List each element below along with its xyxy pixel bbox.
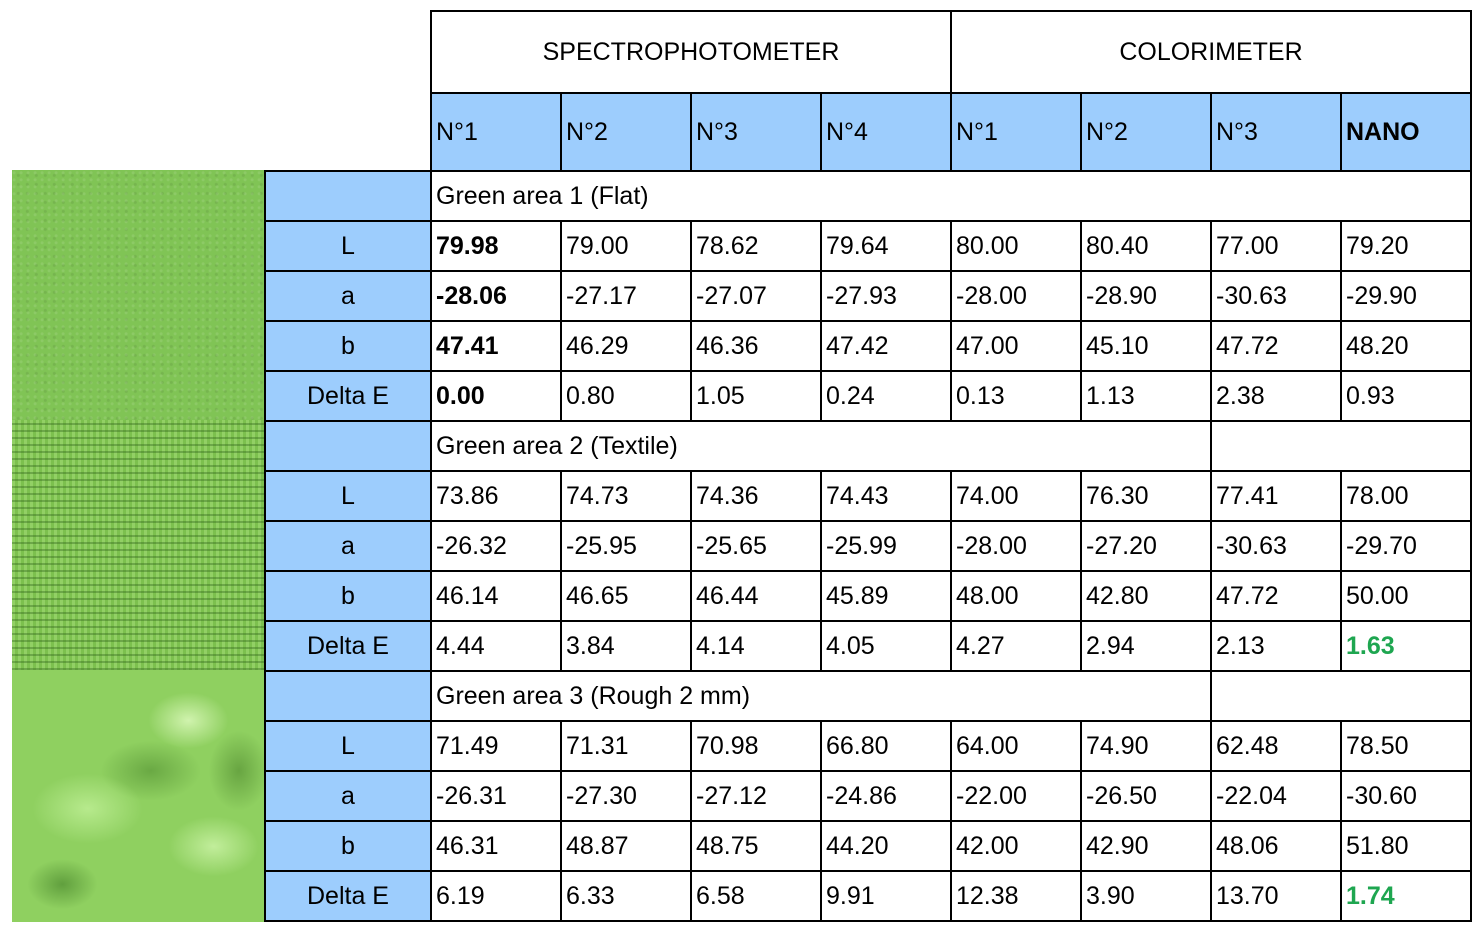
table-cell: 1.63	[1341, 621, 1471, 671]
table-cell: 1.74	[1341, 871, 1471, 921]
table-cell: 46.14	[431, 571, 561, 621]
color-measurement-table	[264, 10, 1472, 922]
table-cell: 48.00	[951, 571, 1081, 621]
row-label: L	[265, 471, 431, 521]
col-header-spectro-n3: N°3	[691, 93, 821, 171]
colorimeter-header: COLORIMETER	[951, 11, 1471, 93]
row-label: L	[265, 221, 431, 271]
table-cell: 46.44	[691, 571, 821, 621]
group-header-row	[265, 11, 1471, 93]
col-header-color-n3: N°3	[1211, 93, 1341, 171]
table-cell: 79.98	[431, 221, 561, 271]
row-label: a	[265, 521, 431, 571]
table-cell: 78.00	[1341, 471, 1471, 521]
table-cell: -22.00	[951, 771, 1081, 821]
table-cell: 79.64	[821, 221, 951, 271]
section-title: Green area 2 (Textile)	[431, 421, 1211, 471]
flat-green-swatch	[12, 170, 264, 420]
table-cell: -25.65	[691, 521, 821, 571]
row-label: Delta E	[265, 871, 431, 921]
table-cell: -27.12	[691, 771, 821, 821]
table-cell: 78.50	[1341, 721, 1471, 771]
rough-green-swatch	[12, 670, 264, 922]
section-title: Green area 1 (Flat)	[431, 171, 1471, 221]
table-cell: -28.00	[951, 521, 1081, 571]
section-title-row	[265, 671, 1471, 721]
table-cell: 48.06	[1211, 821, 1341, 871]
table-row	[265, 521, 1471, 571]
table-cell: -26.32	[431, 521, 561, 571]
section-title: Green area 3 (Rough 2 mm)	[431, 671, 1211, 721]
table-cell: -30.60	[1341, 771, 1471, 821]
table-cell: 46.65	[561, 571, 691, 621]
section-label-blank	[265, 421, 431, 471]
table-cell: 44.20	[821, 821, 951, 871]
section-label-blank	[265, 671, 431, 721]
col-header-color-n1: N°1	[951, 93, 1081, 171]
table-cell: 4.27	[951, 621, 1081, 671]
table-row	[265, 871, 1471, 921]
table-cell: -25.95	[561, 521, 691, 571]
table-cell: 42.00	[951, 821, 1081, 871]
table-row	[265, 471, 1471, 521]
row-label: b	[265, 571, 431, 621]
table-cell: 79.00	[561, 221, 691, 271]
table-cell: 4.05	[821, 621, 951, 671]
table-cell: -26.31	[431, 771, 561, 821]
table-cell: 74.90	[1081, 721, 1211, 771]
table-cell: 80.40	[1081, 221, 1211, 271]
table-cell: -30.63	[1211, 271, 1341, 321]
row-label: Delta E	[265, 371, 431, 421]
table-cell: 46.36	[691, 321, 821, 371]
table-cell: -29.70	[1341, 521, 1471, 571]
table-cell: 0.80	[561, 371, 691, 421]
section-title-row	[265, 171, 1471, 221]
row-label: a	[265, 771, 431, 821]
table-cell: 74.43	[821, 471, 951, 521]
table-row	[265, 721, 1471, 771]
table-cell: 47.41	[431, 321, 561, 371]
table-cell: 48.20	[1341, 321, 1471, 371]
table-row	[265, 821, 1471, 871]
table-cell: -27.17	[561, 271, 691, 321]
table-cell: -27.07	[691, 271, 821, 321]
table-cell: -28.06	[431, 271, 561, 321]
table-cell: 42.80	[1081, 571, 1211, 621]
table-cell: 79.20	[1341, 221, 1471, 271]
row-label: a	[265, 271, 431, 321]
table-cell: 46.29	[561, 321, 691, 371]
table-cell: 47.72	[1211, 321, 1341, 371]
table-cell: 6.19	[431, 871, 561, 921]
table-cell: 74.00	[951, 471, 1081, 521]
table-cell: 45.10	[1081, 321, 1211, 371]
table-cell: 42.90	[1081, 821, 1211, 871]
textile-green-swatch	[12, 420, 264, 670]
table-cell: 66.80	[821, 721, 951, 771]
table-cell: 1.05	[691, 371, 821, 421]
table-cell: 64.00	[951, 721, 1081, 771]
table-row	[265, 271, 1471, 321]
row-label: b	[265, 821, 431, 871]
table-cell: 70.98	[691, 721, 821, 771]
table-cell: -29.90	[1341, 271, 1471, 321]
section-label-blank	[265, 171, 431, 221]
section-title-spacer	[1211, 421, 1471, 471]
table-cell: 0.24	[821, 371, 951, 421]
table-row	[265, 321, 1471, 371]
table-cell: -28.00	[951, 271, 1081, 321]
col-header-spectro-n4: N°4	[821, 93, 951, 171]
table-cell: 1.13	[1081, 371, 1211, 421]
table-cell: 50.00	[1341, 571, 1471, 621]
table-cell: 77.00	[1211, 221, 1341, 271]
table-cell: -24.86	[821, 771, 951, 821]
row-label: b	[265, 321, 431, 371]
table-cell: 48.75	[691, 821, 821, 871]
table-cell: -27.20	[1081, 521, 1211, 571]
table-cell: 51.80	[1341, 821, 1471, 871]
table-cell: 47.00	[951, 321, 1081, 371]
table-cell: 71.49	[431, 721, 561, 771]
table-cell: 4.44	[431, 621, 561, 671]
table-cell: 47.42	[821, 321, 951, 371]
table-cell: 6.58	[691, 871, 821, 921]
table-cell: -28.90	[1081, 271, 1211, 321]
table-cell: 47.72	[1211, 571, 1341, 621]
table-row	[265, 571, 1471, 621]
section-title-spacer	[1211, 671, 1471, 721]
table-cell: 9.91	[821, 871, 951, 921]
table-cell: -25.99	[821, 521, 951, 571]
col-header-nano: NANO	[1341, 93, 1471, 171]
table-cell: 0.13	[951, 371, 1081, 421]
table-row	[265, 621, 1471, 671]
table-cell: 80.00	[951, 221, 1081, 271]
table-cell: -27.30	[561, 771, 691, 821]
table-cell: 71.31	[561, 721, 691, 771]
spectrophotometer-header: SPECTROPHOTOMETER	[431, 11, 951, 93]
table-cell: -27.93	[821, 271, 951, 321]
table-cell: 6.33	[561, 871, 691, 921]
table-cell: 48.87	[561, 821, 691, 871]
table-cell: -22.04	[1211, 771, 1341, 821]
table-body	[265, 171, 1471, 921]
table-cell: 2.94	[1081, 621, 1211, 671]
col-header-color-n2: N°2	[1081, 93, 1211, 171]
table-cell: 77.41	[1211, 471, 1341, 521]
table-cell: 3.90	[1081, 871, 1211, 921]
table-cell: 45.89	[821, 571, 951, 621]
table-cell: 3.84	[561, 621, 691, 671]
section-title-row	[265, 421, 1471, 471]
row-label: L	[265, 721, 431, 771]
table-cell: -26.50	[1081, 771, 1211, 821]
table-cell: 0.00	[431, 371, 561, 421]
table-row	[265, 371, 1471, 421]
col-header-spectro-n2: N°2	[561, 93, 691, 171]
table-cell: 2.13	[1211, 621, 1341, 671]
table-cell: -30.63	[1211, 521, 1341, 571]
column-header-row	[265, 93, 1471, 171]
table-cell: 0.93	[1341, 371, 1471, 421]
table-cell: 73.86	[431, 471, 561, 521]
table-cell: 74.36	[691, 471, 821, 521]
row-label: Delta E	[265, 621, 431, 671]
table-cell: 2.38	[1211, 371, 1341, 421]
table-row	[265, 771, 1471, 821]
table-cell: 76.30	[1081, 471, 1211, 521]
table-cell: 12.38	[951, 871, 1081, 921]
table-cell: 62.48	[1211, 721, 1341, 771]
table-cell: 46.31	[431, 821, 561, 871]
table-cell: 4.14	[691, 621, 821, 671]
col-header-spectro-n1: N°1	[431, 93, 561, 171]
table-cell: 13.70	[1211, 871, 1341, 921]
table-cell: 78.62	[691, 221, 821, 271]
table-cell: 74.73	[561, 471, 691, 521]
table-row	[265, 221, 1471, 271]
